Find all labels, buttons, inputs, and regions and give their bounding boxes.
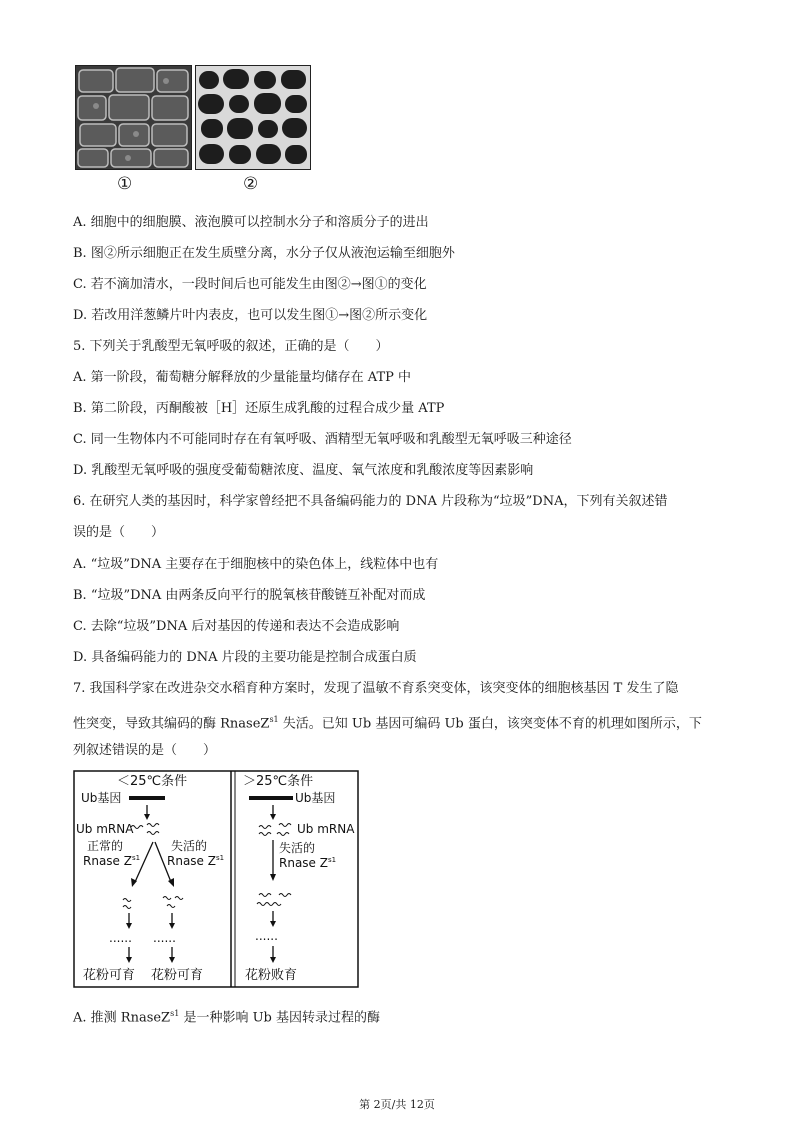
normal-label-1: 正常的 bbox=[87, 839, 124, 853]
q7-stem-line2-pre: 性突变，导致其编码的酶 RnaseZ bbox=[73, 716, 270, 732]
left-panel-title: ＜25℃条件 bbox=[117, 774, 188, 789]
q7-stem-line3: 列叙述错误的是（ ） bbox=[73, 743, 217, 758]
q5-stem: 5. 下列关于乳酸型无氧呼吸的叙述，正确的是（ ） bbox=[73, 339, 389, 354]
q7-option-a bbox=[73, 1005, 380, 1027]
inactive-label-1: 失活的 bbox=[171, 839, 208, 853]
q6-stem-line2: 误的是（ ） bbox=[73, 525, 165, 540]
micrograph-2 bbox=[195, 65, 311, 170]
q7-option-a-pre: A. 推测 RnaseZ bbox=[73, 1010, 171, 1026]
q7-stem-line2-post: 失活。已知 Ub 基因可编码 Ub 蛋白，该突变体不育的机理如图所示，下 bbox=[278, 716, 702, 732]
q6-option-d: D. 具备编码能力的 DNA 片段的主要功能是控制合成蛋白质 bbox=[73, 650, 417, 665]
q6-option-b: B. “垃圾”DNA 由两条反向平行的脱氧核苷酸链互补配对而成 bbox=[73, 588, 426, 603]
right-ub-gene: Ub基因 bbox=[295, 791, 336, 805]
q5-option-d: D. 乳酸型无氧呼吸的强度受葡萄糖浓度、温度、氧气浓度和乳酸浓度等因素影响 bbox=[73, 463, 534, 478]
inactive-label-2 bbox=[167, 854, 224, 868]
right-inactive-label-2-text: Rnase Z bbox=[279, 856, 328, 870]
right-inactive-label-2-sup: s1 bbox=[327, 856, 337, 864]
mechanism-diagram bbox=[73, 770, 359, 988]
q7-stem-line1: 7. 我国科学家在改进杂交水稻育种方案时，发现了温敏不育系突变体，该突变体的细胞核基因 T 发生了隐 bbox=[73, 681, 679, 696]
left-gene-bar bbox=[129, 796, 165, 800]
right-ub-mrna: Ub mRNA bbox=[297, 822, 355, 836]
page-footer: 第 2页/共 12页 bbox=[359, 1098, 435, 1111]
q5-option-a: A. 第一阶段，葡萄糖分解释放的少量能量均储存在 ATP 中 bbox=[73, 370, 412, 385]
q6-stem-line1: 6. 在研究人类的基因时，科学家曾经把不具备编码能力的 DNA 片段称为“垃圾”DNA，下列有关叙述错 bbox=[73, 494, 668, 509]
figure-label-1: ① bbox=[117, 174, 133, 194]
q7-option-a-post: 是一种影响 Ub 基因转录过程的酶 bbox=[179, 1010, 380, 1026]
q6-option-a: A. “垃圾”DNA 主要存在于细胞核中的染色体上，线粒体中也有 bbox=[73, 557, 439, 572]
micrograph-1 bbox=[75, 65, 192, 170]
q5-option-b: B. 第二阶段，丙酮酸被［H］还原生成乳酸的过程合成少量 ATP bbox=[73, 401, 445, 416]
left-dots-r: ...... bbox=[153, 931, 176, 945]
q7-stem-line2 bbox=[73, 711, 702, 733]
normal-label-2-sup: s1 bbox=[131, 854, 141, 862]
q4-option-a: A. 细胞中的细胞膜、液泡膜可以控制水分子和溶质分子的进出 bbox=[73, 215, 429, 230]
right-gene-bar bbox=[249, 796, 293, 800]
q7-option-a-sup: s1 bbox=[170, 1009, 180, 1018]
right-inactive-label-2 bbox=[279, 856, 336, 870]
left-ub-mrna: Ub mRNA bbox=[76, 822, 134, 836]
right-panel-title: ＞25℃条件 bbox=[243, 774, 314, 789]
right-dots: ...... bbox=[255, 929, 278, 943]
fertile-label-2: 花粉可育 bbox=[151, 968, 204, 983]
micrograph-2-cells bbox=[196, 66, 310, 169]
inactive-label-2-text: Rnase Z bbox=[167, 854, 216, 868]
q6-option-c: C. 去除“垃圾”DNA 后对基因的传递和表达不会造成影响 bbox=[73, 619, 400, 634]
left-ub-gene: Ub基因 bbox=[81, 791, 122, 805]
q5-option-c: C. 同一生物体内不可能同时存在有氧呼吸、酒精型无氧呼吸和乳酸型无氧呼吸三种途径 bbox=[73, 432, 572, 447]
q4-option-b: B. 图②所示细胞正在发生质壁分离，水分子仅从液泡运输至细胞外 bbox=[73, 246, 455, 261]
normal-label-2 bbox=[83, 854, 140, 868]
q4-option-c: C. 若不滴加清水，一段时间后也可能发生由图②→图①的变化 bbox=[73, 277, 427, 292]
q7-stem-sup: s1 bbox=[269, 715, 279, 724]
sterile-label: 花粉败育 bbox=[245, 968, 298, 983]
q4-option-d: D. 若改用洋葱鳞片叶内表皮，也可以发生图①→图②所示变化 bbox=[73, 308, 428, 323]
inactive-label-2-sup: s1 bbox=[215, 854, 225, 862]
micrograph-1-cells bbox=[76, 66, 191, 169]
fertile-label-1: 花粉可育 bbox=[83, 968, 136, 983]
left-dots-l: ...... bbox=[109, 931, 132, 945]
right-inactive-label-1: 失活的 bbox=[279, 841, 316, 855]
figure-label-2: ② bbox=[243, 174, 259, 194]
normal-label-2-text: Rnase Z bbox=[83, 854, 132, 868]
